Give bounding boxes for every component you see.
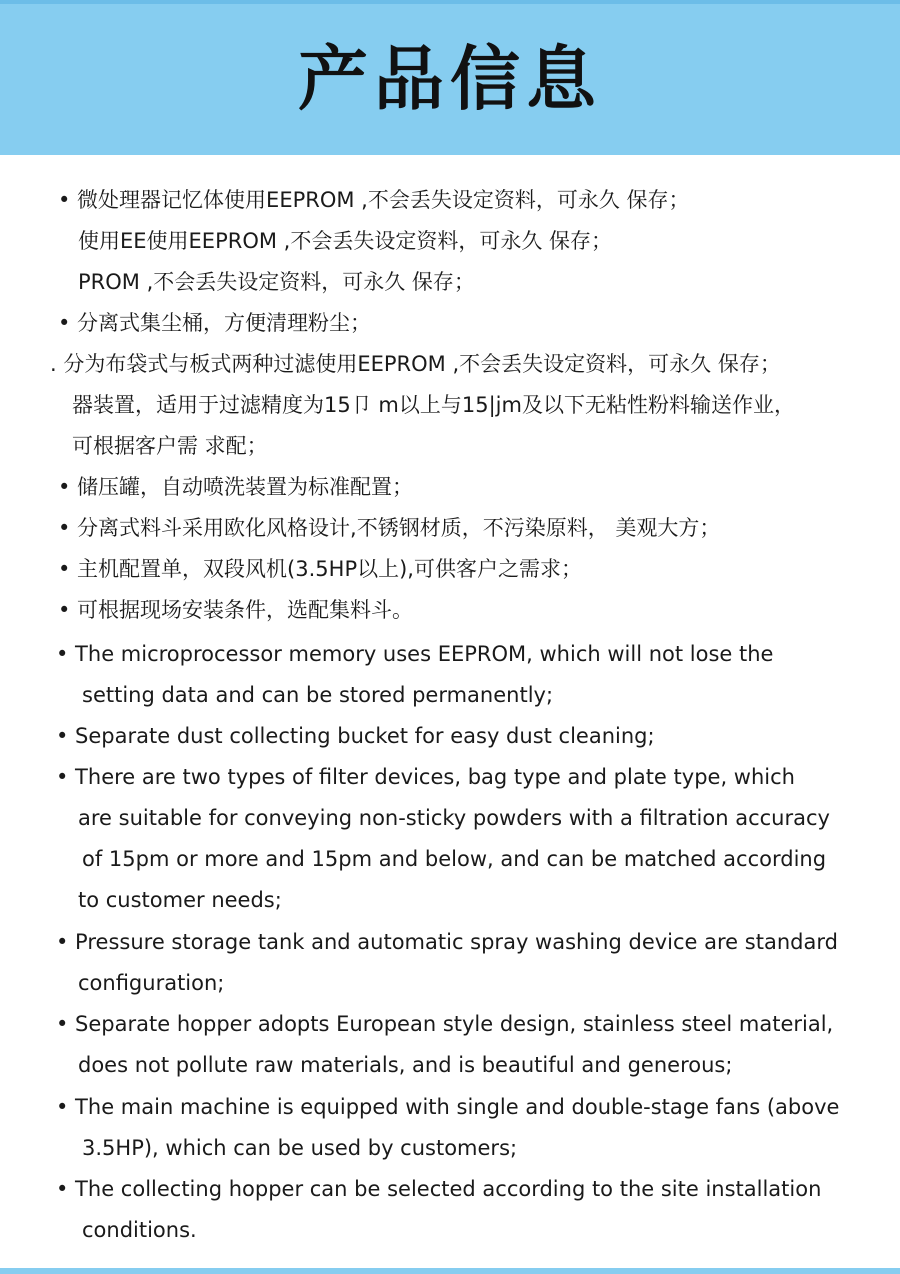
info-line: • 主机配置单，双段风机(3.5HP以上),可供客户之需求； bbox=[58, 557, 582, 581]
info-line: 器装置，适用于过滤精度为15卩 m以上与15|jm及以下无粘性粉料输送作业， bbox=[72, 393, 795, 417]
info-line: are suitable for conveying non-sticky powders with a filtration accuracy bbox=[78, 806, 830, 830]
info-line: of 15pm or more and 15pm and below, and can be matched according bbox=[82, 847, 827, 871]
info-line: • 储压罐，自动喷洗装置为标准配置； bbox=[58, 475, 414, 499]
info-line: 可根据客户需 求配； bbox=[72, 434, 268, 458]
info-line: • 分离式集尘桶，方便清理粉尘； bbox=[58, 311, 372, 335]
info-line: does not pollute raw materials, and is beautiful and generous; bbox=[78, 1053, 733, 1077]
info-line: • 可根据现场安装条件，选配集料斗。 bbox=[58, 598, 414, 622]
info-line: • 分离式料斗采用欧化风格设计,不锈钢材质，不污染原料， 美观大方； bbox=[58, 516, 721, 540]
info-line: conditions. bbox=[82, 1218, 197, 1242]
info-line: 使用EE使用EEPROM ,不会丢失设定资料，可永久 保存； bbox=[78, 229, 613, 253]
info-line: • The collecting hopper can be selected according to the site installation bbox=[56, 1177, 822, 1201]
info-line: to customer needs; bbox=[78, 888, 282, 912]
info-line: • There are two types of filter devices, bag type and plate type, which bbox=[56, 765, 795, 789]
header-banner bbox=[0, 0, 900, 155]
info-line: • Separate dust collecting bucket for easy dust cleaning; bbox=[56, 724, 655, 748]
info-line: • Pressure storage tank and automatic spray washing device are standard bbox=[56, 930, 838, 954]
info-line: PROM ,不会丢失设定资料，可永久 保存； bbox=[78, 270, 475, 294]
info-line: • 微处理器记忆体使用EEPROM ,不会丢失设定资料，可永久 保存； bbox=[58, 188, 690, 212]
info-line: • The main machine is equipped with single and double-stage fans (above bbox=[56, 1095, 840, 1119]
info-line: 3.5HP), which can be used by customers; bbox=[82, 1136, 518, 1160]
info-line: setting data and can be stored permanently; bbox=[82, 683, 554, 707]
bottom-divider bbox=[0, 1268, 900, 1274]
info-line: . 分为布袋式与板式两种过滤使用EEPROM ,不会丢失设定资料，可永久 保存； bbox=[50, 352, 781, 376]
info-line: • Separate hopper adopts European style design, stainless steel material, bbox=[56, 1012, 834, 1036]
page-title: 产品信息 bbox=[298, 38, 602, 120]
info-line: configuration; bbox=[78, 971, 225, 995]
info-line: • The microprocessor memory uses EEPROM, which will not lose the bbox=[56, 642, 774, 666]
